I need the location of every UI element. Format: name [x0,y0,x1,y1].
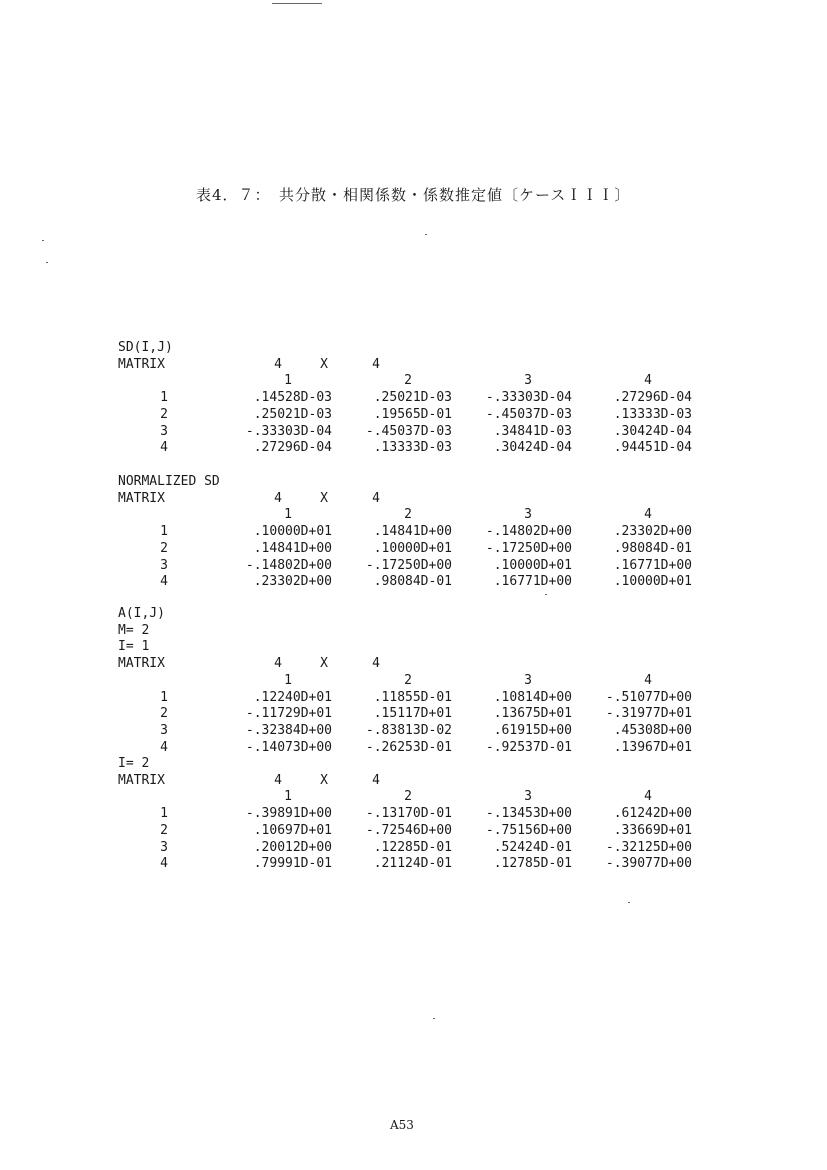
matrix-cell: .12285D-01 [373,839,452,855]
matrix-cell: .34841D-03 [493,423,572,439]
matrix-cell: -.32125D+00 [605,839,692,855]
matrix-cell: .13675D+01 [493,706,572,722]
column-header: 4 [644,507,652,523]
matrix-cell: .20012D+00 [253,839,332,855]
matrix-cell: .27296D-04 [253,440,332,456]
matrix-dim-x: X [320,656,328,672]
column-header: 2 [404,789,412,805]
column-header: 4 [644,672,652,688]
matrix-cell: -.45037D-03 [485,406,572,422]
matrix-cell: .23302D+00 [613,524,692,540]
matrix-cell: .16771D+00 [493,574,572,590]
matrix-dim-x: X [320,490,328,506]
matrix-cell: .23302D+00 [253,574,332,590]
scan-speck [425,234,427,235]
matrix-label: MATRIX [118,656,165,672]
column-header: 2 [404,507,412,523]
matrix-cell: .12785D-01 [493,856,572,872]
section-header-text: M= 2 [118,622,150,638]
matrix-cell: .10697D+01 [253,822,332,838]
matrix-cell: .13967D+01 [613,739,692,755]
column-header: 1 [284,672,292,688]
row-index: 3 [160,839,168,855]
matrix-cell: -.26253D-01 [365,739,452,755]
matrix-cell: .30424D-04 [493,440,572,456]
matrix-cell: .61915D+00 [493,722,572,738]
matrix-cell: .14841D+00 [373,524,452,540]
matrix-cell: -.75156D+00 [485,822,572,838]
matrix-cell: .10814D+00 [493,689,572,705]
matrix-cell: -.92537D-01 [485,739,572,755]
matrix-cell: -.14802D+00 [485,524,572,540]
section-header-text: SD(I,J) [118,340,173,355]
column-header: 4 [644,373,652,389]
matrix-cell: .14841D+00 [253,540,332,556]
matrix-cell: -.14073D+00 [245,739,332,755]
column-header: 1 [284,507,292,523]
matrix-cell: -.11729D+01 [245,706,332,722]
row-index: 3 [160,423,168,439]
matrix-cell: .52424D-01 [493,839,572,855]
row-index: 1 [160,689,168,705]
matrix-cell: -.45037D-03 [365,423,452,439]
matrix-cell: .98084D-01 [613,540,692,556]
matrix-cell: -.72546D+00 [365,822,452,838]
matrix-cell: -.33303D-04 [485,390,572,406]
matrix-cell: .33669D+01 [613,822,692,838]
matrix-dim-cols: 4 [372,356,380,372]
section-header-text: I= 1 [118,639,150,655]
row-index: 3 [160,722,168,738]
matrix-cell: -.17250D+00 [365,557,452,573]
row-index: 1 [160,390,168,406]
scan-speck [545,594,547,595]
matrix-cell: .10000D+01 [253,524,332,540]
table-title: 表4．７： 共分散・相関係数・係数推定値〔ケースＩＩＩ〕 [196,186,631,204]
matrix-cell: -.14802D+00 [245,557,332,573]
matrix-cell: .13333D-03 [613,406,692,422]
matrix-dim-x: X [320,772,328,788]
matrix-cell: .25021D-03 [253,406,332,422]
column-header: 3 [524,672,532,688]
column-header: 2 [404,672,412,688]
matrix-cell: .10000D+01 [493,557,572,573]
row-index: 1 [160,524,168,540]
matrix-cell: .16771D+00 [613,557,692,573]
matrix-cell: -.31977D+01 [605,706,692,722]
matrix-cell: .98084D-01 [373,574,452,590]
matrix-cell: .15117D+01 [373,706,452,722]
matrix-cell: .27296D-04 [613,390,692,406]
matrix-dim-rows: 4 [274,656,282,672]
matrix-cell: -.13453D+00 [485,806,572,822]
matrix-cell: -.83813D-02 [365,722,452,738]
matrix-cell: .10000D+01 [613,574,692,590]
row-index: 2 [160,822,168,838]
section-header-text: A(I,J) [118,606,165,621]
row-index: 4 [160,856,168,872]
row-index: 4 [160,440,168,456]
row-index: 2 [160,406,168,422]
matrix-cell: .19565D-01 [373,406,452,422]
matrix-dim-x: X [320,356,328,372]
matrix-cell: -.13170D-01 [365,806,452,822]
matrix-cell: .25021D-03 [373,390,452,406]
matrix-cell: .11855D-01 [373,689,452,705]
matrix-dim-rows: 4 [274,356,282,372]
matrix-cell: -.39891D+00 [245,806,332,822]
column-header: 3 [524,507,532,523]
matrix-cell: -.32384D+00 [245,722,332,738]
column-header: 2 [404,373,412,389]
matrix-dim-cols: 4 [372,490,380,506]
matrix-cell: -.33303D-04 [245,423,332,439]
matrix-cell: .14528D-03 [253,390,332,406]
matrix-cell: .79991D-01 [253,856,332,872]
row-index: 4 [160,739,168,755]
scan-speck [433,1018,435,1019]
matrix-cell: .21124D-01 [373,856,452,872]
scan-speck [628,902,630,903]
page-number: A53 [390,1118,414,1132]
matrix-cell: .30424D-04 [613,423,692,439]
column-header: 3 [524,373,532,389]
matrix-cell: .12240D+01 [253,689,332,705]
matrix-label: MATRIX [118,356,165,372]
matrix-cell: .13333D-03 [373,440,452,456]
matrix-cell: .10000D+01 [373,540,452,556]
matrix-cell: -.17250D+00 [485,540,572,556]
matrix-cell: .45308D+00 [613,722,692,738]
matrix-cell: .61242D+00 [613,806,692,822]
column-header: 1 [284,789,292,805]
column-header: 3 [524,789,532,805]
row-index: 2 [160,706,168,722]
matrix-cell: -.39077D+00 [605,856,692,872]
matrix-cell: -.51077D+00 [605,689,692,705]
row-index: 1 [160,806,168,822]
matrix-cell: .94451D-04 [613,440,692,456]
column-header: 1 [284,373,292,389]
scan-speck [272,3,322,4]
matrix-dim-rows: 4 [274,490,282,506]
section-header-text: NORMALIZED SD [118,474,220,489]
scan-speck [42,240,44,241]
section-header-text: I= 2 [118,756,150,771]
column-header: 4 [644,789,652,805]
matrix-label: MATRIX [118,772,165,788]
matrix-dim-cols: 4 [372,656,380,672]
matrix-dim-cols: 4 [372,772,380,788]
matrix-label: MATRIX [118,490,165,506]
matrix-dim-rows: 4 [274,772,282,788]
row-index: 4 [160,574,168,590]
row-index: 2 [160,540,168,556]
scan-speck [46,262,48,263]
row-index: 3 [160,557,168,573]
